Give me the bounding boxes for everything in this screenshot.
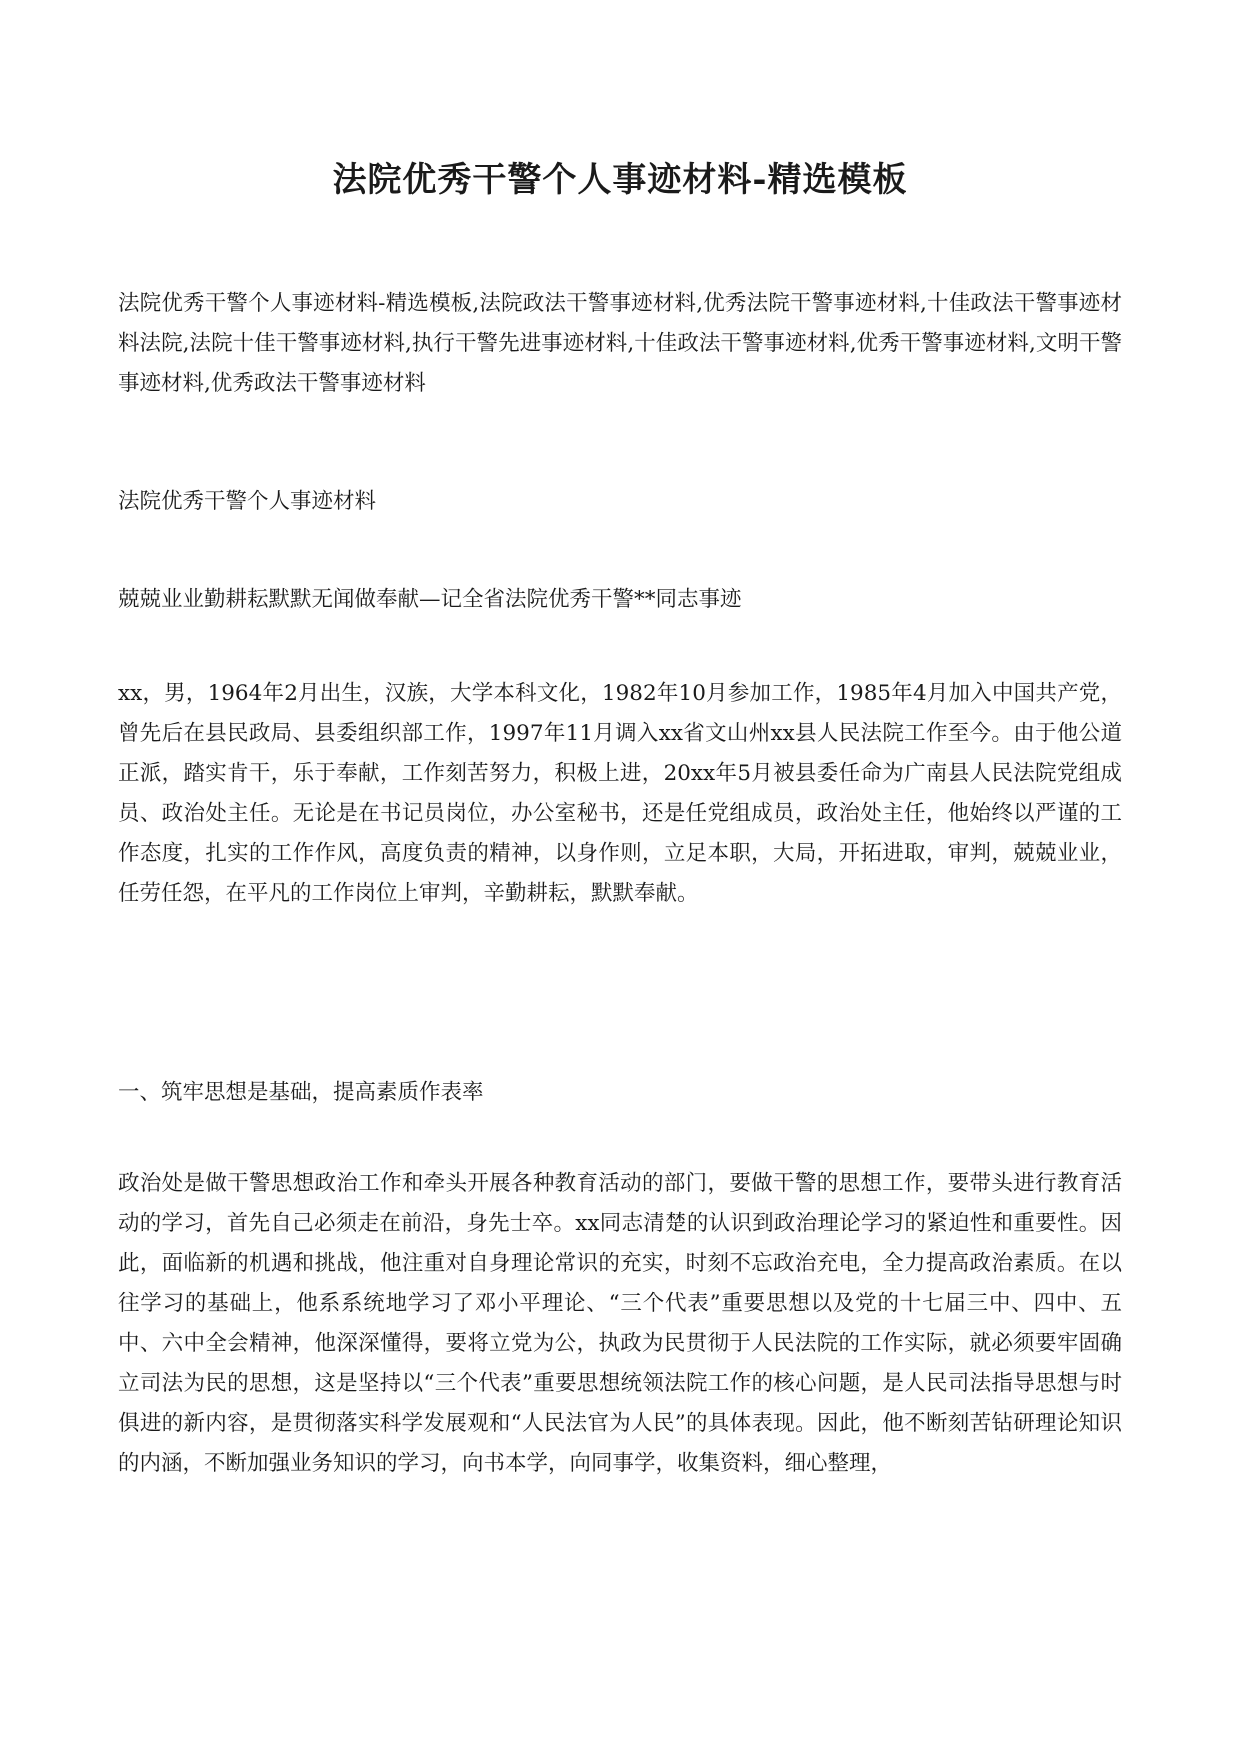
document-title: 法院优秀干警个人事迹材料-精选模板 bbox=[332, 160, 908, 200]
document-subtitle: 法院优秀干警个人事迹材料 bbox=[118, 489, 377, 514]
bio-paragraph: xx，男，1964年2月出生，汉族，大学本科文化，1982年10月参加工作，1985年4月加入中国共产党，曾先后在县民政局、县委组织部工作，1997年11月调入xx省文山州xx县人民法院工作至今。由于他公道正派，踏实肯干，乐于奉献，工作刻苦努力，积极上进，20xx年5月被县委任命为广南县人民法院党组成员、政治处主任。无论是在书记员岗位，办公室秘书，还是任党组成员，政治处主任，他始终以严谨的工作态度，扎实的工作作风，高度负责的精神，以身作则，立足本职，大局，开拓进取，审判，兢兢业业，任劳任怨，在平凡的工作岗位上审判，辛勤耕耘，默默奉献。 bbox=[118, 681, 1122, 906]
section-1-body-paragraph: 政治处是做干警思想政治工作和牵头开展各种教育活动的部门，要做干警的思想工作，要带头进行教育活动的学习，首先自己必须走在前沿，身先士卒。xx同志清楚的认识到政治理论学习的紧迫性和重要性。因此，面临新的机遇和挑战，他注重对自身理论常识的充实，时刻不忘政治充电，全力提高政治素质。在以往学习的基础上，他系系统地学习了邓小平理论、“三个代表”重要思想以及党的十七届三中、四中、五中、六中全会精神，他深深懂得，要将立党为公，执政为民贯彻于人民法院的工作实际，就必须要牢固确立司法为民的思想，这是坚持以“三个代表”重要思想统领法院工作的核心问题，是人民司法指导思想与时俱进的新内容，是贯彻落实科学发展观和“人民法官为人民”的具体表现。因此，他不断刻苦钻研理论知识的内涵，不断加强业务知识的学习，向书本学，向同事学，收集资料，细心整理， bbox=[118, 1171, 1122, 1476]
keywords-paragraph: 法院优秀干警个人事迹材料-精选模板,法院政法干警事迹材料,优秀法院干警事迹材料,十佳政法干警事迹材料法院,法院十佳干警事迹材料,执行干警先进事迹材料,十佳政法干警事迹材料,优秀干警事迹材料,文明干警事迹材料,优秀政法干警事迹材料 bbox=[118, 291, 1122, 396]
section-heading-1: 一、筑牢思想是基础，提高素质作表率 bbox=[118, 1080, 484, 1105]
article-headline: 兢兢业业勤耕耘默默无闻做奉献—记全省法院优秀干警**同志事迹 bbox=[118, 587, 742, 612]
